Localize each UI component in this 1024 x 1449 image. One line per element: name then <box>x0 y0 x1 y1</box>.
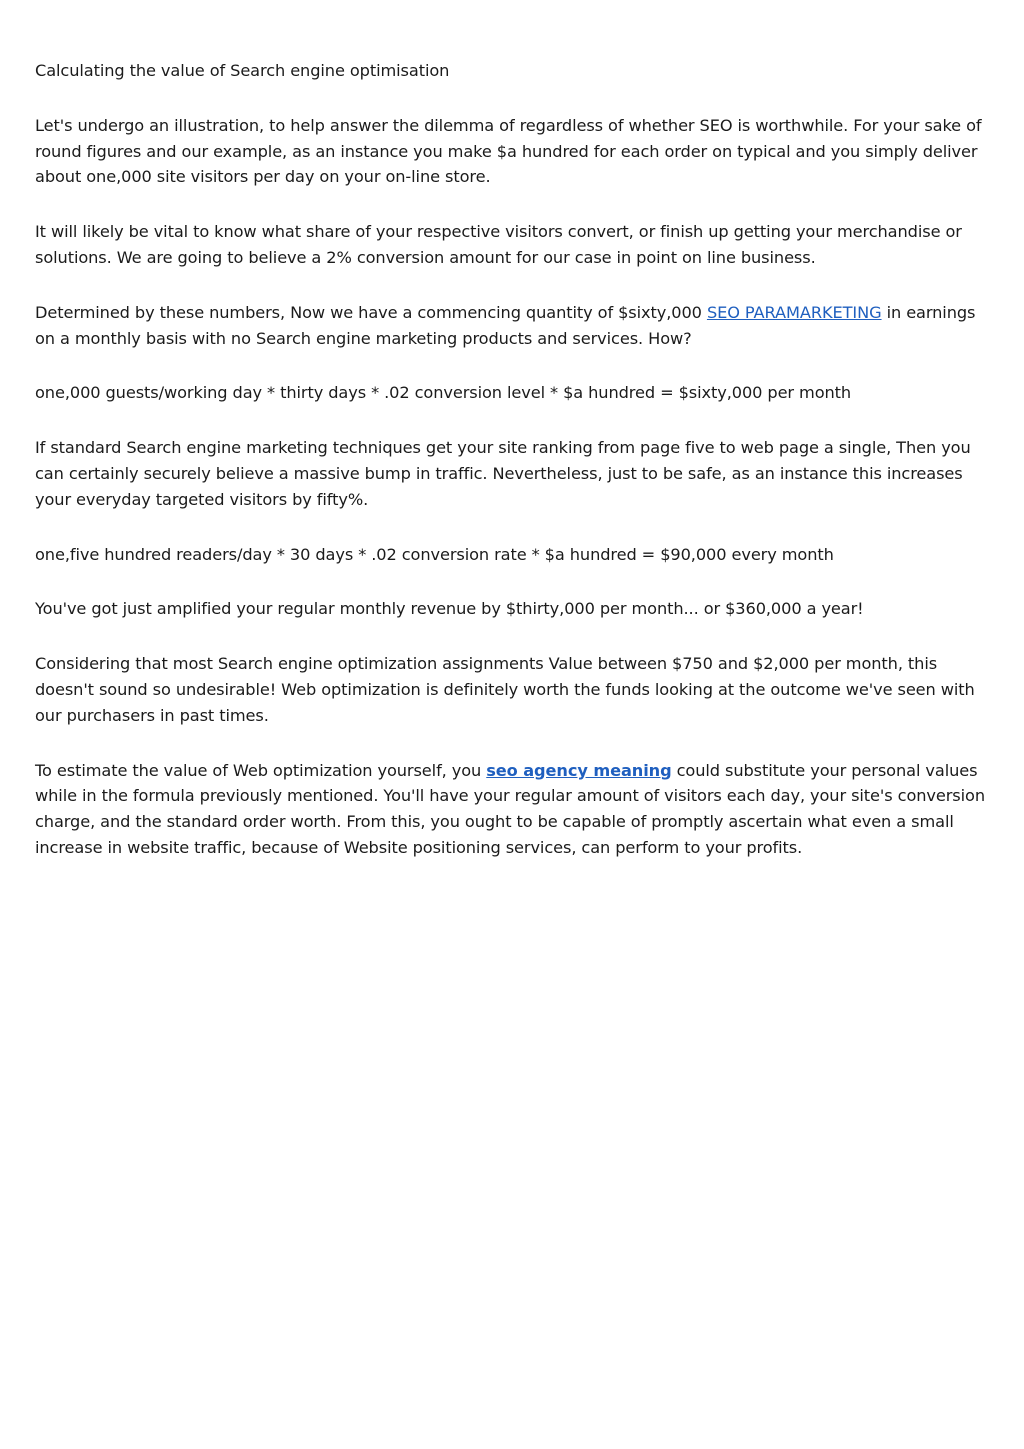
document-title: Calculating the value of Search engine optimisation <box>35 61 450 80</box>
formula-improved: one,five hundred readers/day * 30 days * .02 conversion rate * $a hundred = $90,000 every month <box>35 544 834 564</box>
formula-current: one,000 guests/working day * thirty days * .02 conversion level * $a hundred = $sixty,000 per month <box>35 383 852 403</box>
paragraph-earnings-after: in earnings on a monthly basis with no Search engine marketing products and services. How? <box>35 302 976 348</box>
paragraph-earnings <box>35 300 990 352</box>
seo-agency-meaning-link[interactable]: seo agency meaning <box>486 760 672 780</box>
paragraph-revenue-increase: You've got just amplified your regular monthly revenue by $thirty,000 per month... or $360,000 a year! <box>35 599 864 619</box>
paragraph-earnings-before: Determined by these numbers, Now we have a commencing quantity of $sixty,000 <box>35 302 707 322</box>
document-page <box>35 58 990 890</box>
paragraph-estimate-before: To estimate the value of Web optimization yourself, you <box>35 760 487 780</box>
paragraph-intro: Let's undergo an illustration, to help answer the dilemma of regardless of whether SEO is worthwhile. For your sake of round figures and our example, as an instance you make $a hundred for each order on typical and you simply deliver about one,000 site visitors per day on your on-line store. <box>35 115 982 187</box>
paragraph-estimate <box>35 758 990 861</box>
paragraph-estimate-after: could substitute your personal values while in the formula previously mentioned. You'll have your regular amount of visitors each day, your site's conversion charge, and the standard order worth. From this, you ought to be capable of promptly ascertain what even a small increase in website traffic, because of Website positioning services, can perform to your profits. <box>35 760 985 857</box>
paragraph-cost: Considering that most Search engine optimization assignments Value between $750 and $2,000 per month, this doesn't sound so undesirable! Web optimization is definitely worth the funds looking at the outcome we've seen with our purchasers in past times. <box>35 654 975 725</box>
seo-paramarketing-link[interactable]: SEO PARAMARKETING <box>706 302 882 322</box>
paragraph-conversion: It will likely be vital to know what share of your respective visitors convert, or finish up getting your merchandise or solutions. We are going to believe a 2% conversion amount for our case in point on line business. <box>35 222 962 267</box>
paragraph-ranking: If standard Search engine marketing techniques get your site ranking from page five to web page a single, Then you can certainly securely believe a massive bump in traffic. Nevertheless, just to be safe, as an instance this increases your everyday targeted visitors by fifty%. <box>35 438 971 509</box>
